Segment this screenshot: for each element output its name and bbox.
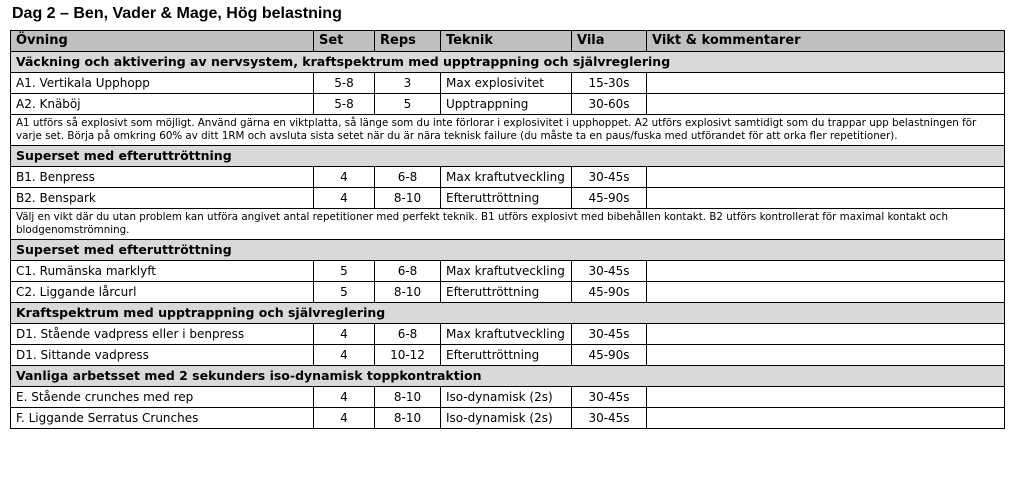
- section-heading: Superset med efteruttröttning: [11, 240, 1005, 261]
- section-heading: Superset med efteruttröttning: [11, 146, 1005, 167]
- exercise-cell: D1. Stående vadpress eller i benpress: [11, 324, 314, 345]
- section-heading-row: [11, 240, 1005, 261]
- technique-cell: Iso-dynamisk (2s): [441, 387, 572, 408]
- header-sets: Set: [314, 31, 375, 52]
- technique-cell: Upptrappning: [441, 94, 572, 115]
- table-row: [11, 324, 1005, 345]
- technique-cell: Efteruttröttning: [441, 282, 572, 303]
- sets-cell: 4: [314, 408, 375, 429]
- reps-cell: 6-8: [375, 167, 441, 188]
- sets-cell: 5: [314, 261, 375, 282]
- sets-cell: 4: [314, 387, 375, 408]
- page-title: Dag 2 – Ben, Vader & Mage, Hög belastning: [12, 5, 342, 22]
- notes-cell: [647, 188, 1005, 209]
- notes-cell: [647, 94, 1005, 115]
- sets-cell: 4: [314, 188, 375, 209]
- reps-cell: 10-12: [375, 345, 441, 366]
- workout-table: [10, 30, 1005, 429]
- section-note: Välj en vikt där du utan problem kan utföra angivet antal repetitioner med perfekt teknik. B1 utförs explosivt med bibehållen kontakt. B2 utförs kontrollerat för maximal kontakt och blodgenomströmning.: [11, 209, 1005, 240]
- table-row: [11, 282, 1005, 303]
- header-weight-comments: Vikt & kommentarer: [647, 31, 1005, 52]
- reps-cell: 8-10: [375, 408, 441, 429]
- reps-cell: 5: [375, 94, 441, 115]
- notes-cell: [647, 408, 1005, 429]
- table-row: [11, 94, 1005, 115]
- rest-cell: 45-90s: [572, 345, 647, 366]
- table-body: [11, 52, 1005, 429]
- section-heading: Vanliga arbetsset med 2 sekunders iso-dynamisk toppkontraktion: [11, 366, 1005, 387]
- sets-cell: 5: [314, 282, 375, 303]
- exercise-cell: F. Liggande Serratus Crunches: [11, 408, 314, 429]
- table-row: [11, 167, 1005, 188]
- header-row: [11, 31, 1005, 52]
- notes-cell: [647, 345, 1005, 366]
- technique-cell: Iso-dynamisk (2s): [441, 408, 572, 429]
- header-exercise: Övning: [11, 31, 314, 52]
- section-note-row: [11, 209, 1005, 240]
- rest-cell: 45-90s: [572, 188, 647, 209]
- technique-cell: Max kraftutveckling: [441, 324, 572, 345]
- rest-cell: 30-60s: [572, 94, 647, 115]
- technique-cell: Max kraftutveckling: [441, 167, 572, 188]
- table-row: [11, 345, 1005, 366]
- exercise-cell: D1. Sittande vadpress: [11, 345, 314, 366]
- table-row: [11, 408, 1005, 429]
- sets-cell: 4: [314, 345, 375, 366]
- exercise-cell: E. Stående crunches med rep: [11, 387, 314, 408]
- exercise-cell: B2. Benspark: [11, 188, 314, 209]
- sets-cell: 4: [314, 324, 375, 345]
- notes-cell: [647, 387, 1005, 408]
- rest-cell: 30-45s: [572, 324, 647, 345]
- exercise-cell: C1. Rumänska marklyft: [11, 261, 314, 282]
- notes-cell: [647, 324, 1005, 345]
- notes-cell: [647, 167, 1005, 188]
- technique-cell: Max kraftutveckling: [441, 261, 572, 282]
- rest-cell: 30-45s: [572, 261, 647, 282]
- sets-cell: 5-8: [314, 94, 375, 115]
- rest-cell: 45-90s: [572, 282, 647, 303]
- header-rest: Vila: [572, 31, 647, 52]
- header-technique: Teknik: [441, 31, 572, 52]
- reps-cell: 3: [375, 73, 441, 94]
- reps-cell: 6-8: [375, 261, 441, 282]
- section-heading-row: [11, 366, 1005, 387]
- table-row: [11, 261, 1005, 282]
- reps-cell: 8-10: [375, 387, 441, 408]
- section-note: A1 utförs så explosivt som möjligt. Använd gärna en viktplatta, så länge som du inte förlorar i explosivitet i upphoppet. A2 utförs explosivt samtidigt som du trappar upp belastningen för varje set. Börja på omkring 60% av ditt 1RM och avsluta sista setet när du är nära teknisk failure (du måste ta en paus/fuska med utförandet för att orka fler repetitioner).: [11, 115, 1005, 146]
- technique-cell: Max explosivitet: [441, 73, 572, 94]
- section-heading-row: [11, 303, 1005, 324]
- exercise-cell: A2. Knäböj: [11, 94, 314, 115]
- section-heading: Väckning och aktivering av nervsystem, kraftspektrum med upptrappning och självreglering: [11, 52, 1005, 73]
- section-heading-row: [11, 52, 1005, 73]
- notes-cell: [647, 73, 1005, 94]
- header-reps: Reps: [375, 31, 441, 52]
- reps-cell: 6-8: [375, 324, 441, 345]
- table-row: [11, 188, 1005, 209]
- sets-cell: 5-8: [314, 73, 375, 94]
- section-heading-row: [11, 146, 1005, 167]
- reps-cell: 8-10: [375, 188, 441, 209]
- technique-cell: Efteruttröttning: [441, 345, 572, 366]
- exercise-cell: B1. Benpress: [11, 167, 314, 188]
- reps-cell: 8-10: [375, 282, 441, 303]
- rest-cell: 30-45s: [572, 408, 647, 429]
- notes-cell: [647, 261, 1005, 282]
- rest-cell: 30-45s: [572, 167, 647, 188]
- exercise-cell: A1. Vertikala Upphopp: [11, 73, 314, 94]
- table-row: [11, 73, 1005, 94]
- sets-cell: 4: [314, 167, 375, 188]
- section-heading: Kraftspektrum med upptrappning och självreglering: [11, 303, 1005, 324]
- rest-cell: 30-45s: [572, 387, 647, 408]
- rest-cell: 15-30s: [572, 73, 647, 94]
- section-note-row: [11, 115, 1005, 146]
- table-row: [11, 387, 1005, 408]
- technique-cell: Efteruttröttning: [441, 188, 572, 209]
- exercise-cell: C2. Liggande lårcurl: [11, 282, 314, 303]
- notes-cell: [647, 282, 1005, 303]
